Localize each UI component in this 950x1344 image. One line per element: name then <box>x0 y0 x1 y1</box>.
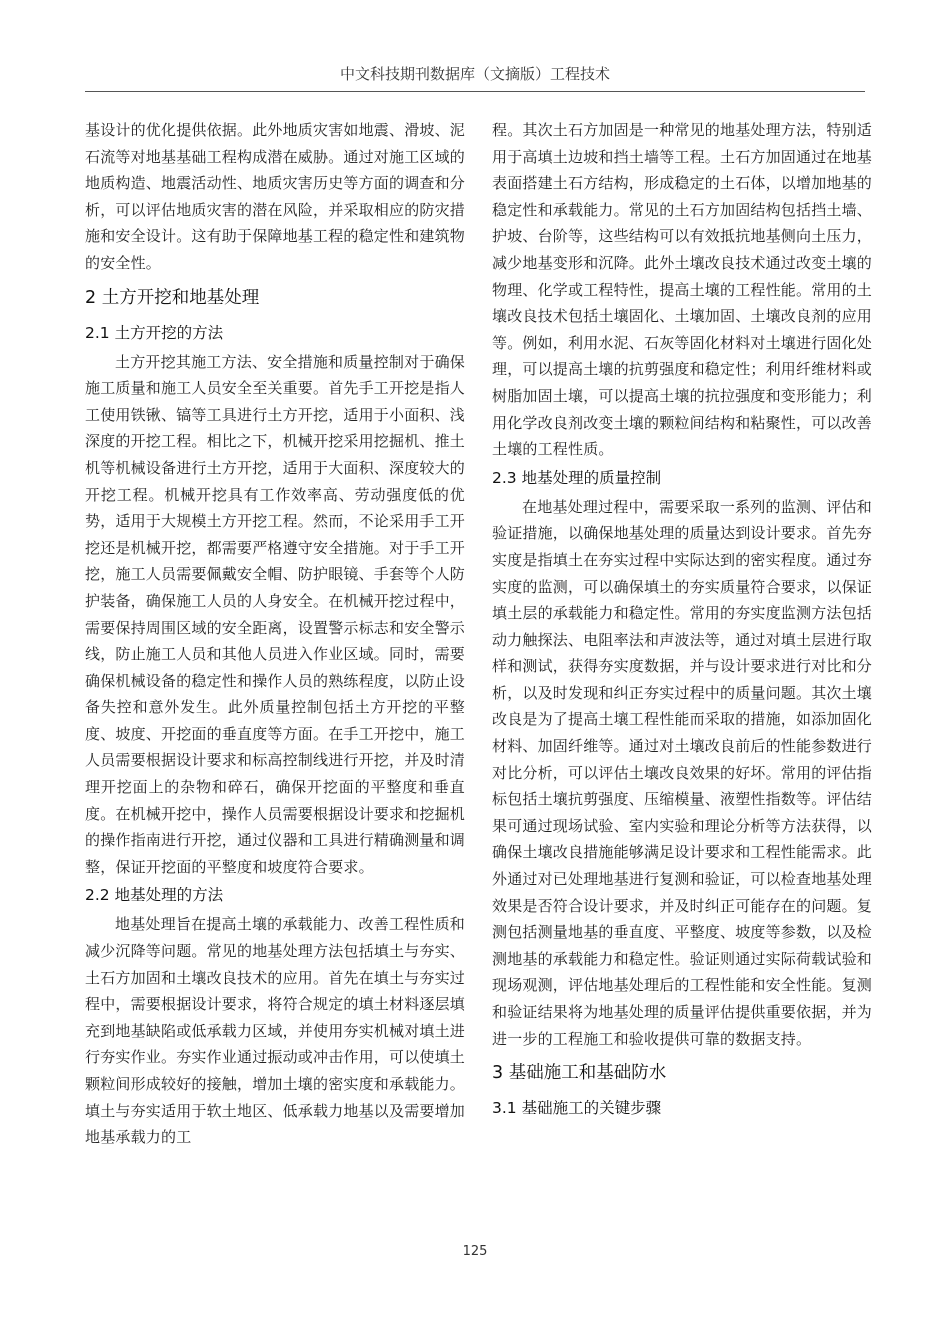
subsection-2-3-heading: 2.3 地基处理的质量控制 <box>492 468 662 487</box>
subsection-2-2-heading: 2.2 地基处理的方法 <box>85 886 224 905</box>
section-2-heading: 2 土方开挖和地基处理 <box>85 287 260 308</box>
subsection-3-1-heading: 3.1 基础施工的关键步骤 <box>492 1099 662 1118</box>
left-column <box>85 117 465 1151</box>
section-3-heading: 3 基础施工和基础防水 <box>492 1063 667 1084</box>
subsection-2-1-body: 土方开挖其施工方法、安全措施和质量控制对于确保施工质量和施工人员安全至关重要。首先手工开挖是指人工使用铁锹、镐等工具进行土方开挖，适用于小面积、浅深度的开挖工程。相比之下，机械开挖采用挖掘机、推土机等机械设备进行土方开挖，适用于大面积、深度较大的开挖工程。机械开挖具有工作效率高、劳动强度低的优势，适用于大规模土方开挖工程。然而，不论采用手工开挖还是机械开挖，都需要严格遵守安全措施。对于手工开挖，施工人员需要佩戴安全帽、防护眼镜、手套等个人防护装备，确保施工人员的人身安全。在机械开挖过程中，需要保持周围区域的安全距离，设置警示标志和安全警示线，防止施工人员和其他人员进入作业区域。同时，需要确保机械设备的稳定性和操作人员的熟练程度，以防止设备失控和意外发生。此外质量控制包括土方开挖的平整度、坡度、开挖面的垂直度等方面。在手工开挖中，施工人员需要根据设计要求和标高控制线进行开挖，并及时清理开挖面上的杂物和碎石，确保开挖面的平整度和垂直度。在机械开挖中，操作人员需要根据设计要求和挖掘机的操作指南进行开挖，通过仪器和工具进行精确测量和调整，保证开挖面的平整度和坡度符合要求。 <box>85 352 466 876</box>
journal-header: 中文科技期刊数据库（文摘版）工程技术 <box>339 65 610 83</box>
subsection-2-3-body: 在地基处理过程中，需要采取一系列的监测、评估和验证措施，以确保地基处理的质量达到设计要求。首先夯实度是指填土在夯实过程中实际达到的密实程度。通过夯实度的监测，可以确保填土的夯实质量符合要求，以保证填土层的承载能力和稳定性。常用的夯实度监测方法包括动力触探法、电阻率法和声波法等，通过对填土层进行取样和测试，获得夯实度数据，并与设计要求进行对比和分析，以及时发现和纠正夯实过程中的质量问题。其次土壤改良是为了提高土壤工程性能而采取的措施，如添加固化材料、加固纤维等。通过对土壤改良前后的性能参数进行对比分析，可以评估土壤改良效果的好坏。常用的评估指标包括土壤抗剪强度、压缩模量、液塑性指数等。评估结果可通过现场试验、室内实验和理论分析等方法获得，以确保土壤改良措施能够满足设计要求和工程性能需求。此外通过对已处理地基进行复测和验证，可以检查地基处理效果是否符合设计要求，并及时纠正可能存在的问题。复测包括测量地基的垂直度、平整度、坡度等参数，以及检测地基的承载能力和稳定性。验证则通过实际荷载试验和现场观测，评估地基处理后的工程性能和安全性能。复测和验证结果将为地基处理的质量评估提供重要依据，并为进一步的工程施工和验收提供可靠的数据支持。 <box>492 497 873 1048</box>
right-column <box>492 117 872 1124</box>
intro-paragraph: 基设计的优化提供依据。此外地质灾害如地震、滑坡、泥石流等对地基基础工程构成潜在威胁。通过对施工区域的地质构造、地震活动性、地质灾害历史等方面的调查和分析，可以评估地质灾害的潜在风险，并采取相应的防灾措施和安全设计。这有助于保障地基工程的稳定性和建筑物的安全性。 <box>85 121 466 272</box>
page-number: 125 <box>462 1244 488 1259</box>
continued-paragraph: 程。其次土石方加固是一种常见的地基处理方法，特别适用于高填土边坡和挡土墙等工程。土石方加固通过在地基表面搭建土石方结构，形成稳定的土石体，以增加地基的稳定性和承载能力。常见的土石方加固结构包括挡土墙、护坡、台阶等，这些结构可以有效抵抗地基侧向土压力，减少地基变形和沉降。此外土壤改良技术通过改变土壤的物理、化学或工程特性，提高土壤的工程性能。常用的土壤改良技术包括土壤固化、土壤加固、土壤改良剂的应用等。例如，利用水泥、石灰等固化材料对土壤进行固化处理，可以提高土壤的抗剪强度和稳定性；利用纤维材料或树脂加固土壤，可以提高土壤的抗拉强度和变形能力；利用化学改良剂改变土壤的颗粒间结构和粘聚性，可以改善土壤的工程性质。 <box>492 121 873 459</box>
subsection-2-1-heading: 2.1 土方开挖的方法 <box>85 323 224 342</box>
subsection-2-2-body: 地基处理旨在提高土壤的承载能力、改善工程性质和减少沉降等问题。常见的地基处理方法包括填土与夯实、土石方加固和土壤改良技术的应用。首先在填土与夯实过程中，需要根据设计要求，将符合规定的填土材料逐层填充到地基缺陷或低承载力区域，并使用夯实机械对填土进行夯实作业。夯实作业通过振动或冲击作用，可以使填土颗粒间形成较好的接触，增加土壤的密实度和承载能力。填土与夯实适用于软土地区、低承载力地基以及需要增加地基承载力的工 <box>85 915 466 1147</box>
header-divider <box>85 91 865 92</box>
